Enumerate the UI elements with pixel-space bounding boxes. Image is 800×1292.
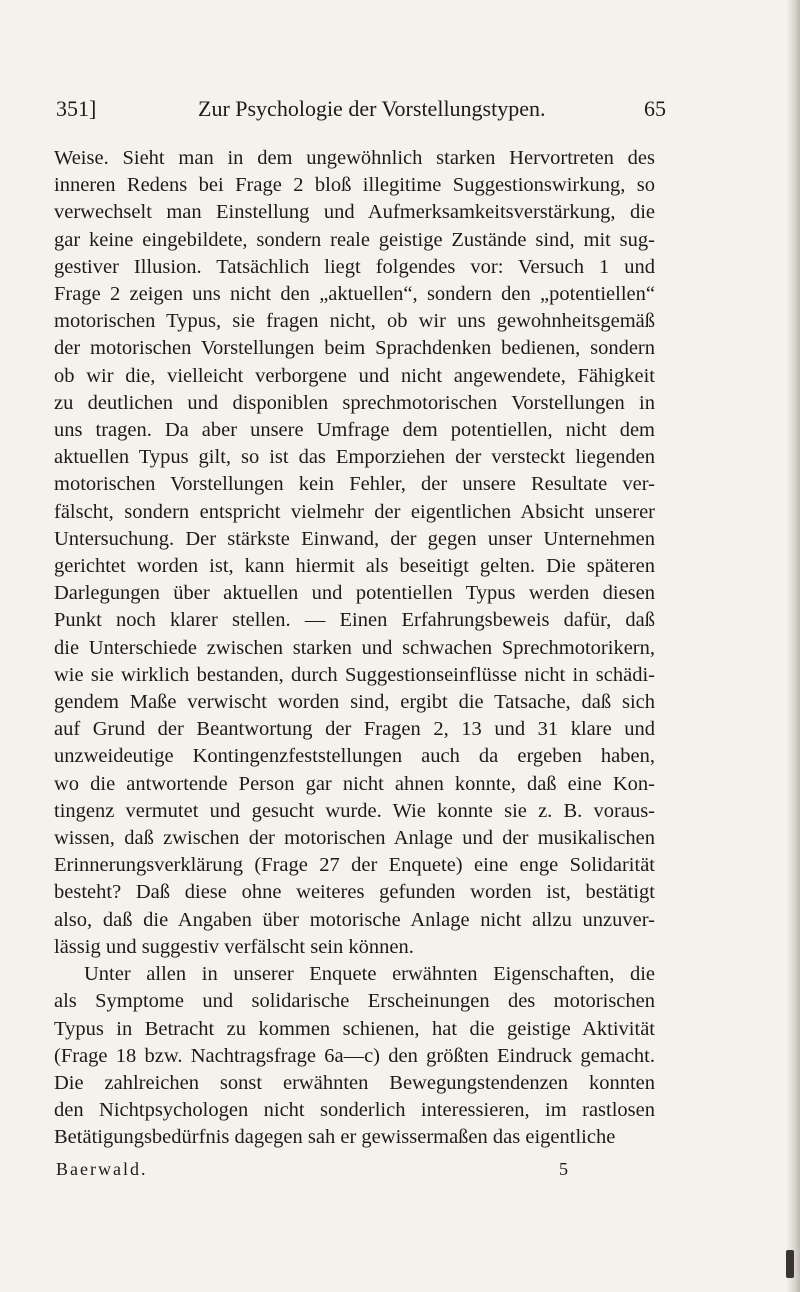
- text-line: gar keine eingebildete, sondern reale geistige Zustände sind, mit sug-: [54, 228, 655, 251]
- text-line: auf Grund der Beantwortung der Fragen 2, 13 und 31 klare und: [54, 718, 655, 741]
- paragraph: [54, 961, 655, 1151]
- text-line: Untersuchung. Der stärkste Einwand, der gegen unser Unternehmen: [54, 527, 655, 550]
- text-line: gendem Maße verwischt worden sind, ergibt die Tatsache, daß sich: [54, 691, 655, 714]
- corner-mark: [786, 1250, 794, 1278]
- text-line: Erinnerungsverklärung (Frage 27 der Enquete) eine enge Solidarität: [54, 854, 655, 877]
- text-line: lässig und suggestiv verfälscht sein können.: [54, 935, 414, 958]
- text-line: wo die antwortende Person gar nicht ahnen konnte, daß eine Kon-: [54, 772, 655, 795]
- text-line: Unter allen in unserer Enquete erwähnten Eigenschaften, die: [84, 963, 655, 986]
- text-line: Betätigungsbedürfnis dagegen sah er gewissermaßen das eigentliche: [54, 1126, 616, 1149]
- text-line: also, daß die Angaben über motorische Anlage nicht allzu unzuver-: [54, 908, 655, 931]
- text-line: motorischen Typus, sie fragen nicht, ob wir uns gewohnheitsgemäß: [54, 310, 655, 333]
- text-line: wie sie wirklich bestanden, durch Suggestionseinflüsse nicht in schädi-: [54, 663, 655, 686]
- body-text: [54, 145, 655, 1152]
- text-line: ob wir die, vielleicht verborgene und nicht angewendete, Fähigkeit: [54, 364, 655, 387]
- text-line: verwechselt man Einstellung und Aufmerksamkeitsverstärkung, die: [54, 201, 655, 224]
- text-line: inneren Redens bei Frage 2 bloß illegitime Suggestionswirkung, so: [54, 174, 655, 197]
- section-number: 351]: [56, 96, 97, 121]
- running-header: [56, 96, 666, 126]
- text-line: den Nichtpsychologen nicht sonderlich interessieren, im rastlosen: [54, 1099, 655, 1122]
- text-line: gestiver Illusion. Tatsächlich liegt folgendes vor: Versuch 1 und: [54, 255, 655, 278]
- text-line: Frage 2 zeigen uns nicht den „aktuellen“, sondern den „potentiellen“: [54, 283, 655, 306]
- signature-mark: 5: [559, 1159, 568, 1179]
- text-line: Weise. Sieht man in dem ungewöhnlich starken Hervortreten des: [54, 147, 655, 169]
- text-line: zu deutlichen und disponiblen sprechmotorischen Vorstellungen in: [54, 391, 655, 414]
- text-line: Die zahlreichen sonst erwähnten Bewegungstendenzen konnten: [54, 1071, 655, 1094]
- text-line: besteht? Daß diese ohne weiteres gefunden worden ist, bestätigt: [54, 881, 655, 904]
- text-line: der motorischen Vorstellungen beim Sprachdenken bedienen, sondern: [54, 337, 655, 360]
- text-line: Darlegungen über aktuellen und potentiellen Typus werden diesen: [54, 582, 655, 605]
- text-line: tingenz vermutet und gesucht wurde. Wie konnte sie z. B. voraus-: [54, 799, 655, 822]
- text-line: wissen, daß zwischen der motorischen Anlage und der musikalischen: [54, 827, 655, 850]
- page-number: 65: [644, 96, 666, 121]
- text-line: Typus in Betracht zu kommen schienen, hat die geistige Aktivität: [54, 1017, 655, 1040]
- text-line: unzweideutige Kontingenzfeststellungen auch da ergeben haben,: [54, 745, 655, 768]
- author-name: Baerwald.: [56, 1159, 148, 1179]
- text-line: gerichtet worden ist, kann hiermit als beseitigt gelten. Die späteren: [54, 555, 655, 578]
- running-title: Zur Psychologie der Vorstellungstypen.: [198, 96, 546, 121]
- text-line: Punkt noch klarer stellen. — Einen Erfahrungsbeweis dafür, daß: [54, 609, 655, 632]
- text-line: die Unterschiede zwischen starken und schwachen Sprechmotorikern,: [54, 636, 655, 659]
- paragraph: [54, 145, 655, 961]
- text-line: aktuellen Typus gilt, so ist das Emporziehen der versteckt liegenden: [54, 446, 655, 469]
- text-line: motorischen Vorstellungen kein Fehler, der unsere Resultate ver-: [54, 473, 655, 496]
- text-line: uns tragen. Da aber unsere Umfrage dem potentiellen, nicht dem: [54, 419, 655, 442]
- text-line: fälscht, sondern entspricht vielmehr der eigentlichen Absicht unserer: [54, 500, 655, 523]
- text-line: (Frage 18 bzw. Nachtragsfrage 6a—c) den größten Eindruck gemacht.: [54, 1044, 655, 1067]
- page-edge-shadow: [786, 0, 800, 1292]
- text-line: als Symptome und solidarische Erscheinungen des motorischen: [54, 990, 655, 1013]
